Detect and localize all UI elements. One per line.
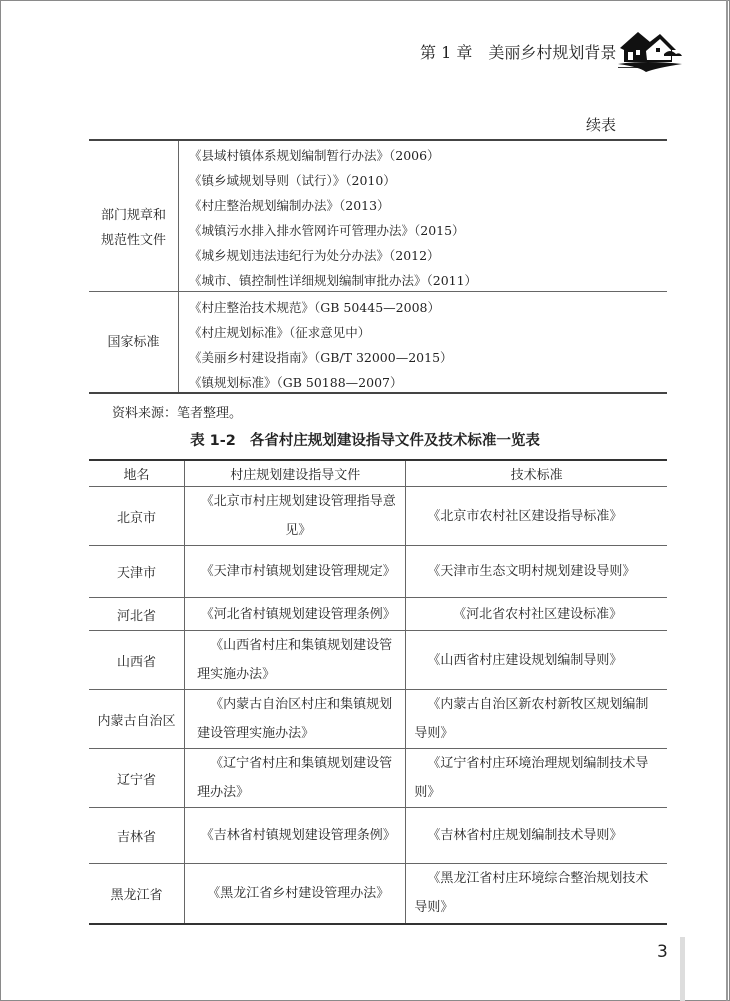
- table-row: [89, 546, 667, 598]
- page-edge: [726, 0, 728, 1001]
- table-title: 各省村庄规划建设指导文件及技术标准一览表: [249, 433, 540, 449]
- cell-guidance: 《黑龙江省乡村建设管理办法》: [185, 864, 406, 924]
- cell-place: 山西省: [89, 631, 185, 690]
- category-line: 规范性文件: [100, 233, 166, 248]
- table-row: [89, 749, 667, 808]
- houses-icon: [616, 26, 686, 72]
- list-item: 《镇规划标准》（GB 50188—2007）: [189, 375, 403, 390]
- running-header: [420, 40, 616, 63]
- table-row: [89, 864, 667, 924]
- table-rule-bottom: [89, 392, 667, 394]
- chapter-number: 第 1 章: [420, 43, 473, 62]
- cell-place: 辽宁省: [89, 749, 185, 808]
- cell-place: 北京市: [89, 487, 185, 546]
- list-item: 《美丽乡村建设指南》（GB/T 32000—2015）: [189, 350, 453, 365]
- category-line: 部门规章和: [100, 208, 166, 223]
- cell-guidance: 《河北省村镇规划建设管理条例》: [185, 598, 406, 631]
- chapter-title: 美丽乡村规划背景: [488, 43, 617, 62]
- cell-standard: 《辽宁省村庄环境治理规划编制技术导则》: [406, 749, 667, 808]
- table-row: [89, 487, 667, 546]
- column-header-place: 地名: [89, 460, 185, 487]
- page-number: 3: [657, 942, 668, 962]
- list-item: 《镇乡域规划导则（试行）》（2010）: [189, 173, 396, 188]
- cell-standard: 《天津市生态文明村规划建设导则》: [406, 546, 667, 598]
- table-row: [89, 598, 667, 631]
- category-cell: [89, 203, 178, 253]
- cell-place: 吉林省: [89, 808, 185, 864]
- table-row: [89, 808, 667, 864]
- list-item: 《村庄整治技术规范》（GB 50445—2008）: [189, 300, 440, 315]
- table-column-divider: [178, 141, 179, 392]
- list-item: 《县域村镇体系规划编制暂行办法》（2006）: [189, 148, 440, 163]
- cell-guidance: 《内蒙古自治区村庄和集镇规划建设管理实施办法》: [185, 690, 406, 749]
- cell-standard: 《山西省村庄建设规划编制导则》: [406, 631, 667, 690]
- cell-standard: 《内蒙古自治区新农村新牧区规划编制导则》: [406, 690, 667, 749]
- list-item: 《村庄整治规划编制办法》（2013）: [189, 198, 390, 213]
- source-note: 资料来源：笔者整理。: [112, 406, 243, 421]
- cell-guidance: 《吉林省村镇规划建设管理条例》: [185, 808, 406, 864]
- cell-standard: 《黑龙江省村庄环境综合整治规划技术导则》: [406, 864, 667, 924]
- table-row: [89, 690, 667, 749]
- list-item: 《城市、镇控制性详细规划编制审批办法》（2011）: [189, 273, 478, 288]
- cell-guidance: 《山西省村庄和集镇规划建设管理实施办法》: [185, 631, 406, 690]
- column-header-guidance: 村庄规划建设指导文件: [185, 460, 406, 487]
- category-line: 国家标准: [107, 335, 160, 350]
- cell-place: 天津市: [89, 546, 185, 598]
- table-caption: [0, 429, 730, 450]
- cell-guidance: 《辽宁省村庄和集镇规划建设管理办法》: [185, 749, 406, 808]
- table-row: [89, 631, 667, 690]
- list-item: 《村庄规划标准》（征求意见中）: [189, 325, 371, 340]
- continued-table-label: 续表: [586, 116, 617, 134]
- cell-guidance: 《天津市村镇规划建设管理规定》: [185, 546, 406, 598]
- table-header-row: [89, 460, 667, 487]
- cell-place: 黑龙江省: [89, 864, 185, 924]
- category-cell: [89, 330, 178, 355]
- table-rule-middle: [89, 291, 667, 292]
- page-edge-bar: [680, 937, 685, 1001]
- cell-standard: 《吉林省村庄规划编制技术导则》: [406, 808, 667, 864]
- cell-standard: 《河北省农村社区建设标准》: [406, 598, 667, 631]
- list-item: 《城乡规划违法违纪行为处分办法》（2012）: [189, 248, 440, 263]
- cell-place: 河北省: [89, 598, 185, 631]
- cell-place: 内蒙古自治区: [89, 690, 185, 749]
- table-rule-top: [89, 139, 667, 141]
- provincial-standards-table: [89, 459, 667, 925]
- table-number: 表 1-2: [190, 433, 236, 449]
- cell-guidance: 《北京市村庄规划建设管理指导意见》: [185, 487, 406, 546]
- list-item: 《城镇污水排入排水管网许可管理办法》（2015）: [189, 223, 465, 238]
- cell-standard: 《北京市农村社区建设指导标准》: [406, 487, 667, 546]
- column-header-standard: 技术标准: [406, 460, 667, 487]
